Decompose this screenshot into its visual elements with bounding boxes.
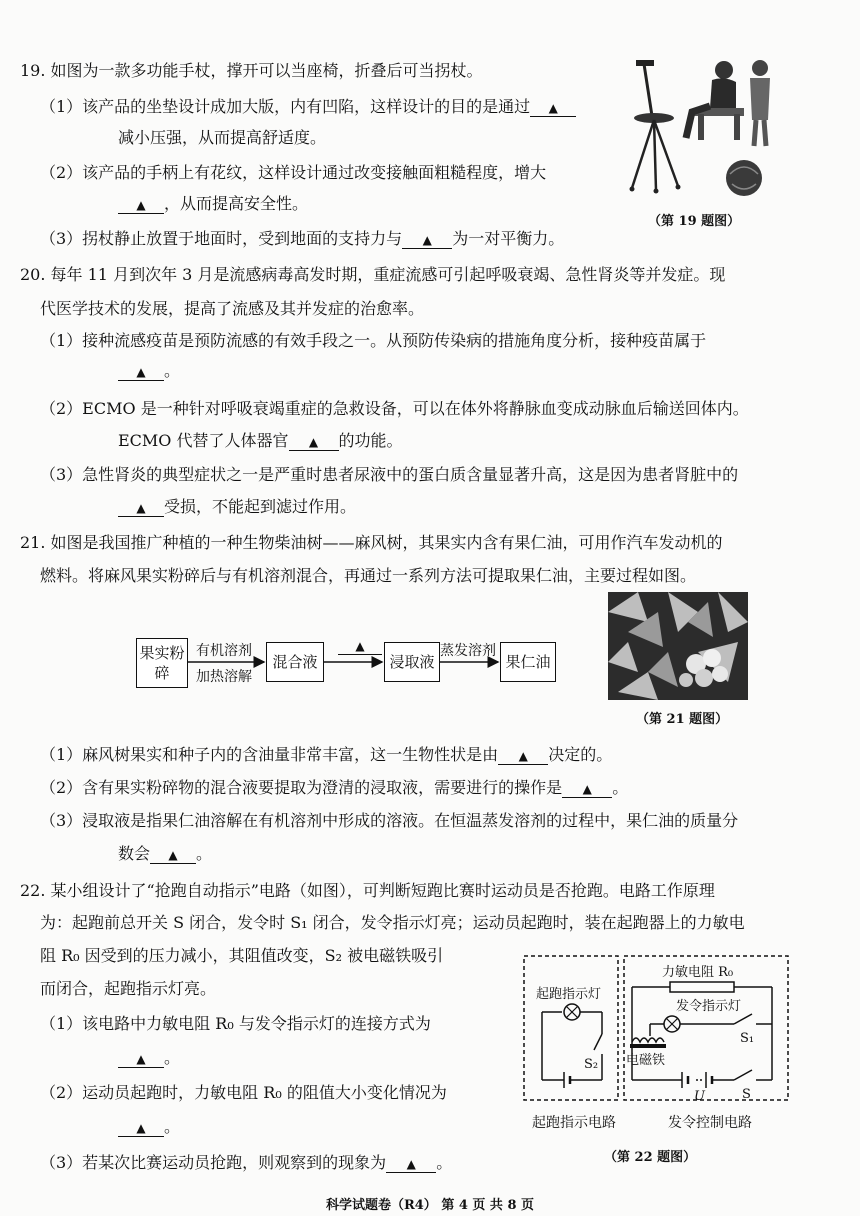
cane-chair-photo <box>622 56 782 204</box>
flow-box-mixture: 混合液 <box>266 642 324 682</box>
circuit-diagram <box>520 950 792 1106</box>
q20-part1: （1）接种流感疫苗是预防流感的有效手段之一。从预防传染病的措施角度分析，接种疫苗属于 <box>40 331 707 350</box>
q19-figure-caption: （第 19 题图） <box>648 214 741 229</box>
q21-part1: （1）麻风树果实和种子内的含油量非常丰富，这一生物性状是由 ▲ 决定的。 <box>40 745 613 764</box>
q21-part3: （3）浸取液是指果仁油溶解在有机溶剂中形成的溶液。在恒温蒸发溶剂的过程中，果仁油的质量分 <box>40 811 739 830</box>
q19-part1: （1）该产品的坐垫设计成加大版，内有凹陷，这样设计的目的是通过 ▲ <box>40 96 576 118</box>
q22-figure-caption: （第 22 题图） <box>604 1150 697 1165</box>
q22-part1-cont: ▲ 。 <box>118 1047 180 1069</box>
answer-blank[interactable]: ▲ <box>118 197 164 214</box>
q20-part2: （2）ECMO 是一种针对呼吸衰竭重症的急救设备，可以在体外将静脉血变成动脉血后输送回体内。 <box>40 399 749 418</box>
answer-blank[interactable]: ▲ <box>530 100 576 117</box>
q19-part3: （3）拐杖静止放置于地面时，受到地面的支持力与 ▲ 为一对平衡力。 <box>40 229 565 248</box>
q19-stem: 19. 如图为一款多功能手杖，撑开可以当座椅，折叠后可当拐杖。 <box>20 61 483 80</box>
flow-label-heat: 加热溶解 <box>196 669 252 685</box>
flow-label-evaporate: 蒸发溶剂 <box>440 643 496 659</box>
flow-box-kernel-oil: 果仁油 <box>500 642 556 682</box>
q21-figure-caption: （第 21 题图） <box>636 712 729 727</box>
flow-box-extract: 浸取液 <box>384 642 440 682</box>
q22-stem-4: 而闭合，起跑指示灯亮。 <box>40 979 217 998</box>
q20-stem: 20. 每年 11 月到次年 3 月是流感病毒高发时期，重症流感可引起呼吸衰竭、急性肾炎等并发症。现 <box>20 265 726 284</box>
answer-blank[interactable]: ▲ <box>118 1120 164 1137</box>
flow-arrows <box>130 630 570 700</box>
q20-stem-cont: 代医学技术的发展，提高了流感及其并发症的治愈率。 <box>40 299 425 318</box>
q19-part1-cont: 减小压强，从而提高舒适度。 <box>118 128 327 147</box>
answer-blank[interactable]: ▲ <box>118 364 164 381</box>
u-label: U <box>694 1089 705 1104</box>
q22-part2: （2）运动员起跑时，力敏电阻 R₀ 的阻值大小变化情况为 <box>40 1083 447 1102</box>
answer-blank[interactable]: ▲ <box>562 781 612 798</box>
answer-blank[interactable]: ▲ <box>498 748 548 765</box>
jatropha-photo <box>608 592 748 700</box>
answer-blank[interactable]: ▲ <box>118 500 164 517</box>
answer-blank[interactable]: ▲ <box>402 232 452 249</box>
s1-label: S₁ <box>740 1031 755 1046</box>
q22-part3: （3）若某次比赛运动员抢跑，则观察到的现象为 ▲ 。 <box>40 1153 453 1172</box>
q20-part2-cont: ECMO 代替了人体器官 ▲ 的功能。 <box>118 431 403 450</box>
q20-part3-cont: ▲ 受损，不能起到滤过作用。 <box>118 496 356 518</box>
force-resistor-icon <box>670 982 734 992</box>
answer-blank[interactable]: ▲ <box>338 638 382 655</box>
switch-s-icon <box>734 1070 752 1080</box>
q22-stem: 22. 某小组设计了“抢跑自动指示”电路（如图），可判断短跑比赛时运动员是否抢跑。电路工作原理 <box>20 881 715 900</box>
control-circuit-label: 发令控制电路 <box>668 1115 752 1131</box>
magnet-label: 电磁铁 <box>626 1053 666 1068</box>
electromagnet-coil-icon <box>632 1038 664 1042</box>
q21-part3-cont: 数会 ▲ 。 <box>118 844 213 863</box>
q20-part3: （3）急性肾炎的典型症状之一是严重时患者尿液中的蛋白质含量显著升高，这是因为患者肾脏中的 <box>40 465 739 484</box>
q22-stem-2: 为：起跑前总开关 S 闭合，发令时 S₁ 闭合，发令指示灯亮；运动员起跑时，装在起跑器上的力敏电 <box>40 913 745 932</box>
flow-label-solvent: 有机溶剂 <box>196 643 252 659</box>
start-lamp-label: 起跑指示灯 <box>536 987 602 1002</box>
q21-stem: 21. 如图是我国推广种植的一种生物柴油树——麻风树，其果实内含有果仁油，可用作汽车发动机的 <box>20 533 723 552</box>
switch-s2-icon <box>594 1034 602 1050</box>
s-label: S <box>742 1087 751 1102</box>
q19-part2-cont: ▲ ，从而提高安全性。 <box>118 193 308 215</box>
switch-s1-icon <box>734 1014 752 1024</box>
q19-part2: （2）该产品的手柄上有花纹，这样设计通过改变接触面粗糙程度，增大 <box>40 163 547 182</box>
page-footer: 科学试题卷（R4） 第 4 页 共 8 页 <box>325 1198 535 1213</box>
q21-part2: （2）含有果实粉碎物的混合液要提取为澄清的浸取液，需要进行的操作是 ▲ 。 <box>40 778 629 797</box>
answer-blank[interactable]: ▲ <box>150 847 196 864</box>
q22-part2-cont: ▲ 。 <box>118 1116 180 1138</box>
start-circuit-label: 起跑指示电路 <box>532 1115 616 1131</box>
q22-stem-3: 阻 R₀ 因受到的压力减小，其阻值改变，S₂ 被电磁铁吸引 <box>40 946 444 965</box>
answer-blank[interactable]: ▲ <box>118 1051 164 1068</box>
q22-part1: （1）该电路中力敏电阻 R₀ 与发令指示灯的连接方式为 <box>40 1014 431 1033</box>
answer-blank[interactable]: ▲ <box>386 1156 436 1173</box>
s2-label: S₂ <box>584 1057 599 1072</box>
flow-box-crushed-fruit: 果实粉碎 <box>136 638 188 688</box>
signal-lamp-label: 发令指示灯 <box>676 999 742 1014</box>
q20-part1-cont: ▲ 。 <box>118 360 180 382</box>
r0-label: 力敏电阻 R₀ <box>662 965 734 980</box>
q21-stem-cont: 燃料。将麻风果实粉碎后与有机溶剂混合，再通过一系列方法可提取果仁油，主要过程如图。 <box>40 566 697 585</box>
answer-blank[interactable]: ▲ <box>289 434 339 451</box>
